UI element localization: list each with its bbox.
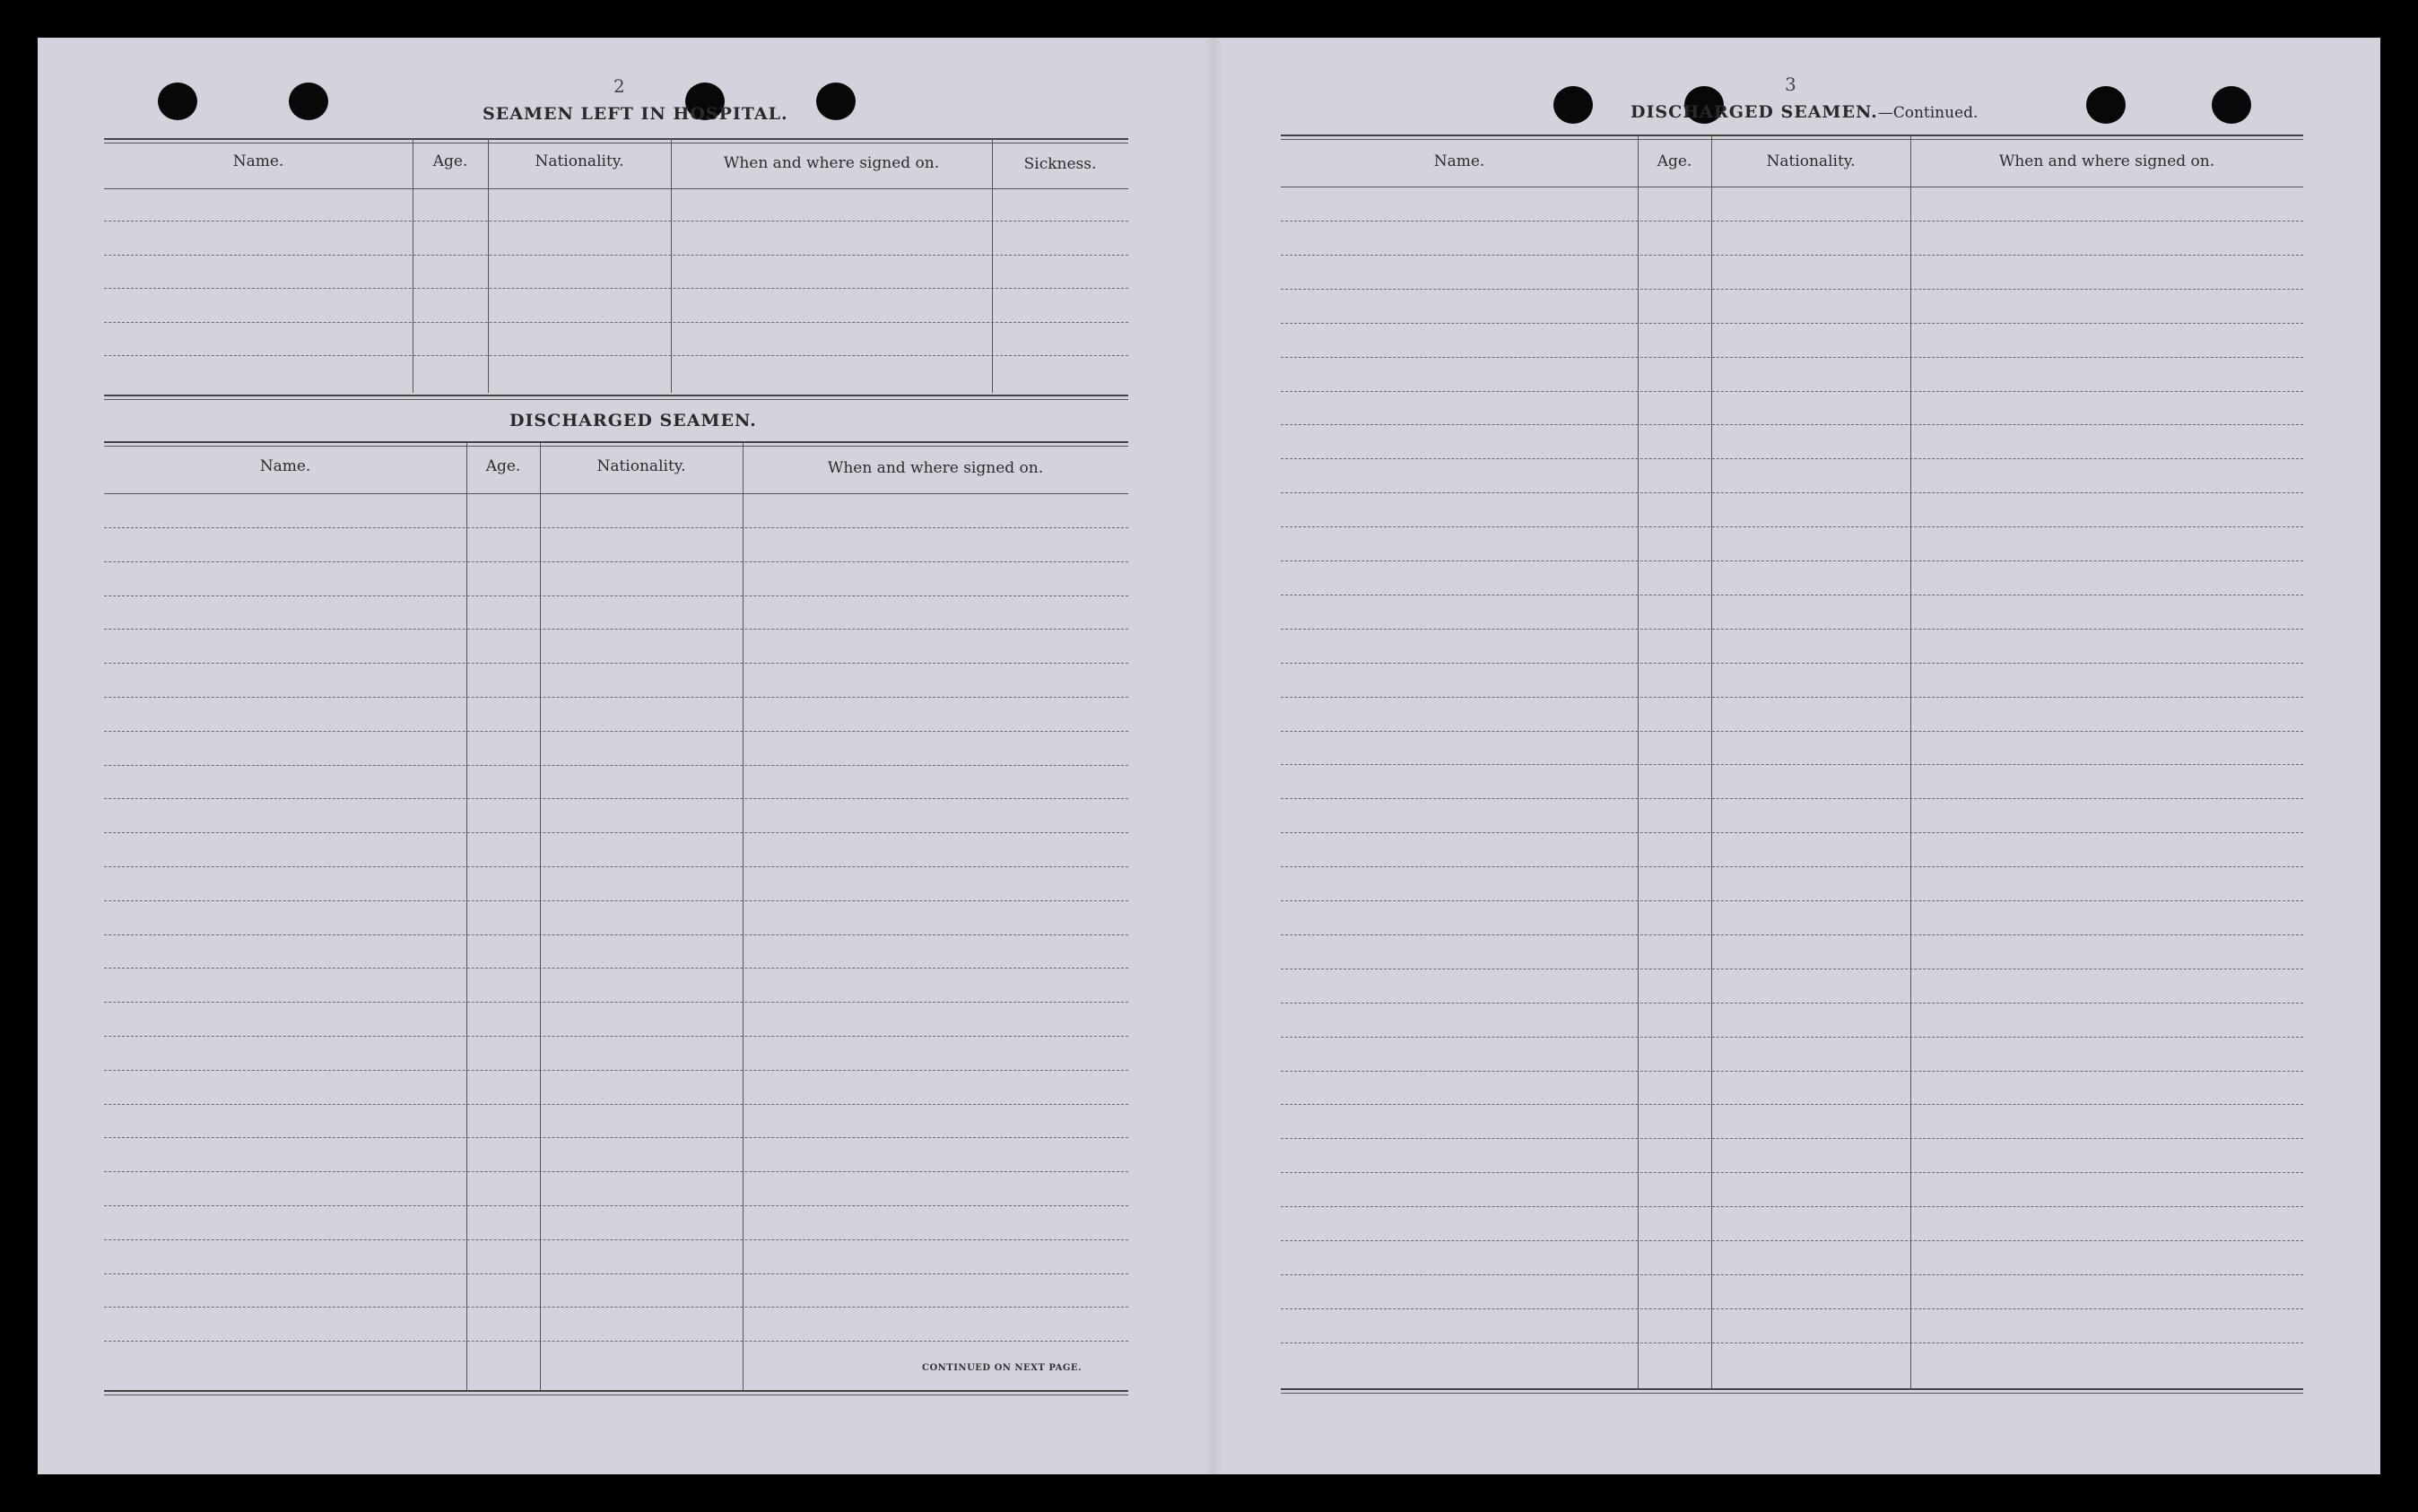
ruled-row-line xyxy=(104,1137,1128,1138)
ruled-row-line xyxy=(104,968,1128,969)
col-header-name: Name. xyxy=(232,152,284,170)
ruled-row-line xyxy=(104,1205,1128,1206)
ruled-row-line xyxy=(104,1002,1128,1003)
ruled-row-line xyxy=(104,798,1128,799)
punch-hole xyxy=(2212,86,2251,124)
ruled-row-line xyxy=(1281,1274,2303,1275)
punch-hole xyxy=(816,83,856,120)
continued-suffix: —Continued. xyxy=(1877,104,1979,122)
punch-hole xyxy=(2086,86,2126,124)
col-header-name: Name. xyxy=(259,457,311,475)
discharged-continued-title-text: DISCHARGED SEAMEN. xyxy=(1631,102,1878,122)
ruled-row-line xyxy=(1281,1308,2303,1309)
col-header-signed-on: When and where signed on. xyxy=(827,459,1044,477)
ruled-row-line xyxy=(1281,255,2303,256)
ruled-row-line xyxy=(1281,1003,2303,1004)
page-number: 2 xyxy=(613,75,625,97)
ruled-row-line xyxy=(104,900,1128,901)
ruled-row-line xyxy=(1281,1037,2303,1038)
punch-hole xyxy=(289,83,328,120)
col-header-nationality: Nationality. xyxy=(535,152,624,170)
ruled-row-line xyxy=(104,595,1128,596)
ruled-row-line xyxy=(1281,357,2303,358)
ruled-row-line xyxy=(104,1307,1128,1308)
hospital-section-title: SEAMEN LEFT IN HOSPITAL. xyxy=(483,104,788,124)
ruled-row-line xyxy=(104,1104,1128,1105)
ruled-row-line xyxy=(104,1070,1128,1071)
ruled-row-line xyxy=(104,934,1128,935)
col-header-nationality: Nationality. xyxy=(596,457,686,475)
ruled-row-line xyxy=(1281,1104,2303,1105)
col-header-age: Age. xyxy=(432,152,468,170)
col-header-signed-on: When and where signed on. xyxy=(723,154,940,172)
ruled-row-line xyxy=(104,1036,1128,1037)
col-header-name: Name. xyxy=(1433,152,1485,170)
ruled-row-line xyxy=(1281,458,2303,459)
ruled-row-line xyxy=(104,629,1128,630)
ruled-row-line xyxy=(1281,900,2303,901)
ruled-row-line xyxy=(104,1171,1128,1172)
ruled-row-line xyxy=(1281,492,2303,493)
discharged-continued-title xyxy=(1631,102,1978,122)
col-header-signed-on: When and where signed on. xyxy=(1998,152,2215,170)
ruled-row-line xyxy=(1281,798,2303,799)
ruled-row-line xyxy=(104,355,1128,356)
ruled-row-line xyxy=(104,1273,1128,1274)
punch-hole xyxy=(1553,86,1593,124)
ruled-row-line xyxy=(1281,663,2303,664)
ruled-row-line xyxy=(104,288,1128,289)
scanned-register-spread xyxy=(38,38,2380,1474)
ruled-row-line xyxy=(1281,934,2303,935)
ruled-row-line xyxy=(104,221,1128,222)
ruled-row-line xyxy=(1281,731,2303,732)
ruled-row-line xyxy=(1281,866,2303,867)
ruled-row-line xyxy=(1281,391,2303,392)
ruled-row-line xyxy=(1281,1071,2303,1072)
ruled-row-line xyxy=(1281,1206,2303,1207)
ruled-row-line xyxy=(1281,832,2303,833)
ruled-row-line xyxy=(1281,629,2303,630)
ruled-row-line xyxy=(104,561,1128,562)
continued-footnote: CONTINUED ON NEXT PAGE. xyxy=(922,1363,1083,1373)
ruled-row-line xyxy=(104,1239,1128,1240)
ruled-row-line xyxy=(104,663,1128,664)
ruled-row-line xyxy=(1281,764,2303,765)
ruled-row-line xyxy=(1281,221,2303,222)
ruled-row-line xyxy=(104,866,1128,867)
ruled-row-line xyxy=(1281,1172,2303,1173)
ruled-row-line xyxy=(1281,323,2303,324)
ruled-row-line xyxy=(1281,1138,2303,1139)
ruled-row-line xyxy=(1281,697,2303,698)
discharged-section-title: DISCHARGED SEAMEN. xyxy=(509,411,757,430)
ruled-row-line xyxy=(104,731,1128,732)
ruled-row-line xyxy=(1281,289,2303,290)
ruled-row-line xyxy=(1281,424,2303,425)
punch-hole xyxy=(158,83,197,120)
ruled-row-line xyxy=(104,322,1128,323)
ruled-row-line xyxy=(1281,526,2303,527)
ruled-row-line xyxy=(104,697,1128,698)
ruled-row-line xyxy=(104,765,1128,766)
col-header-age: Age. xyxy=(1657,152,1692,170)
ruled-row-line xyxy=(104,255,1128,256)
col-header-sickness: Sickness. xyxy=(1023,155,1097,173)
ruled-row-line xyxy=(104,1341,1128,1342)
col-header-nationality: Nationality. xyxy=(1766,152,1856,170)
ruled-row-line xyxy=(1281,1240,2303,1241)
page-fold xyxy=(1205,38,1222,1474)
page-number: 3 xyxy=(1785,74,1796,95)
ruled-row-line xyxy=(1281,560,2303,561)
col-header-age: Age. xyxy=(485,457,521,475)
ruled-row-line xyxy=(104,527,1128,528)
ruled-row-line xyxy=(104,832,1128,833)
